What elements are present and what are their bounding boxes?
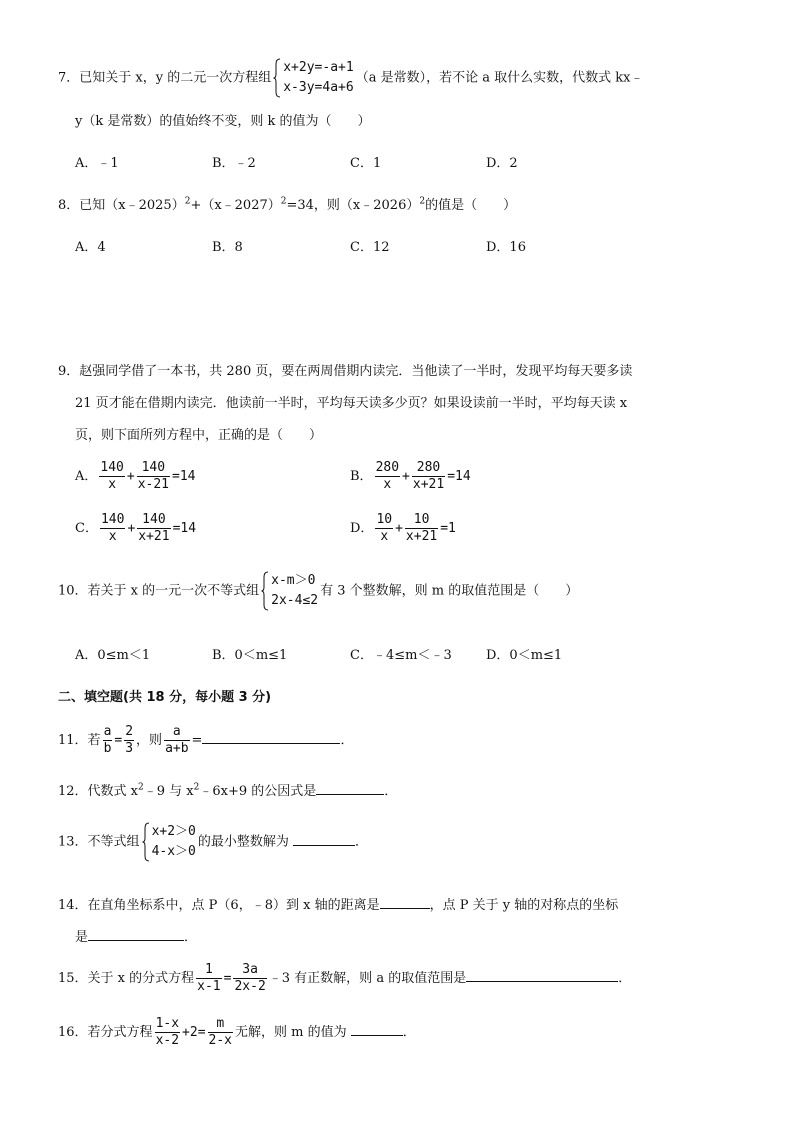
fraction (99, 460, 124, 493)
option-a[interactable]: A．4 (75, 240, 106, 255)
fraction (208, 1016, 233, 1049)
numerator: 140 (137, 460, 170, 477)
fraction (100, 512, 125, 545)
denominator: x+21 (412, 477, 445, 492)
question-text: 21 页才能在借期内读完．他读前一半时，平均每天读多少页？如果设读前一半时，平均每天读 x (75, 396, 628, 411)
question-text: y（k 是常数）的值始终不变，则 k 的值为（ ） (75, 114, 371, 129)
punctuation: ． (340, 733, 354, 748)
numerator: 1-x (155, 1016, 180, 1031)
question-text: 已知关于 x，y 的二元一次方程组 (79, 70, 272, 86)
denominator: 2-x (208, 1033, 233, 1048)
option-c[interactable]: C．﹣4≤m＜﹣3 (350, 648, 452, 663)
equation-rhs: =1 (440, 521, 456, 536)
brace-icon (273, 58, 281, 98)
equation-rhs: =14 (447, 469, 471, 484)
operator: + (126, 469, 135, 484)
question-text: 若分式方程 (87, 1025, 153, 1040)
inequality-system (261, 571, 318, 611)
question-number: 9． (58, 364, 80, 379)
denominator: b (103, 741, 112, 756)
question-text: 若 (87, 733, 101, 748)
denominator: 3 (125, 741, 134, 756)
denominator: x-1 (197, 979, 221, 994)
question-text: 在直角坐标系中，点 P（6，﹣8）到 x 轴的距离是 (87, 898, 380, 913)
question-9-line-3 (75, 424, 322, 443)
option-c[interactable]: C．12 (350, 240, 390, 255)
operator: +2= (182, 1025, 206, 1040)
operator: = (114, 733, 123, 748)
equation-rhs: =14 (172, 469, 196, 484)
denominator: x-2 (155, 1033, 180, 1048)
question-text: （a 是常数），若不论 a 取什么实数，代数式 kx﹣ (355, 70, 644, 86)
numerator: 10 (405, 512, 438, 529)
fraction (137, 460, 170, 493)
numerator: 1 (196, 962, 221, 979)
fraction (412, 460, 445, 493)
equation-rhs: =14 (172, 521, 197, 536)
question-text: 是 (75, 930, 89, 945)
question-10 (58, 571, 578, 611)
numerator: m (208, 1016, 233, 1033)
question-16 (58, 1016, 416, 1049)
fraction (375, 512, 393, 545)
option-c[interactable]: C．1 (350, 156, 382, 171)
equation-line: x-3y=4a+6 (283, 80, 354, 95)
answer-blank[interactable] (202, 731, 340, 744)
punctuation: ． (355, 834, 369, 850)
answer-blank[interactable] (351, 1023, 403, 1036)
question-text: ﹣6x+9 的公因式是 (199, 784, 317, 799)
numerator: a (164, 724, 189, 741)
operator: + (127, 521, 136, 536)
question-text: 有 3 个整数解，则 m 的取值范围是（ ） (320, 583, 579, 599)
punctuation: ． (384, 784, 398, 799)
numerator: 280 (375, 460, 400, 475)
denominator: x+21 (138, 529, 170, 544)
exponent: 2 (193, 782, 200, 793)
answer-blank[interactable] (466, 969, 618, 982)
equation-system (273, 58, 353, 98)
question-text: 若关于 x 的一元一次不等式组 (87, 583, 260, 599)
answer-blank[interactable] (293, 833, 355, 846)
option-a[interactable]: A．0≤m＜1 (75, 648, 151, 663)
question-9-line-1 (58, 360, 632, 379)
operator: + (395, 521, 403, 536)
option-b[interactable]: B．8 (212, 240, 243, 255)
question-7-line-1 (58, 58, 643, 98)
denominator: a+b (165, 741, 189, 756)
denominator: x (108, 529, 117, 544)
denominator: 2x-2 (234, 979, 266, 994)
fraction (124, 724, 134, 757)
inequality-line: 2x-4≤2 (271, 593, 319, 608)
numerator: 140 (100, 512, 125, 527)
denominator: x (380, 529, 389, 544)
fraction (196, 962, 221, 995)
brace-icon (142, 822, 150, 862)
option-d[interactable] (350, 512, 456, 545)
fraction (164, 724, 189, 757)
operator: = (223, 971, 232, 986)
question-number: 15． (58, 971, 88, 986)
question-number: 11． (58, 733, 88, 748)
question-text: ，则 (136, 733, 163, 748)
option-a[interactable]: A．﹣1 (75, 156, 119, 171)
question-text: 无解，则 m 的值为 (235, 1025, 351, 1040)
equation-line: x+2y=-a+1 (283, 60, 354, 75)
punctuation: ． (402, 1025, 416, 1040)
exponent: 2 (280, 196, 287, 207)
option-d[interactable]: D．2 (486, 156, 518, 171)
question-text: = (191, 733, 203, 748)
question-text: 代数式 x (87, 784, 139, 799)
inequality-line: x+2＞0 (151, 824, 196, 839)
section-heading: 二、填空题(共 18 分，每小题 3 分) (58, 690, 272, 705)
operator: + (402, 469, 410, 484)
question-text: 的值是（ ） (425, 198, 517, 213)
option-d[interactable]: D．16 (486, 240, 526, 255)
question-text: 已知（x﹣2025） (79, 198, 185, 213)
question-text: 不等式组 (87, 834, 140, 850)
option-b[interactable] (350, 460, 471, 493)
exponent: 2 (419, 196, 426, 207)
option-label: C． (75, 521, 98, 536)
numerator: 140 (137, 512, 170, 529)
option-label: B． (350, 469, 373, 484)
fraction (155, 1016, 180, 1049)
denominator: x (383, 477, 392, 492)
numerator: a (103, 724, 112, 739)
question-text: +（x﹣2027） (190, 198, 281, 213)
question-text: ﹣3 有正数解，则 a 的取值范围是 (268, 971, 467, 986)
punctuation: ． (618, 971, 632, 986)
question-number: 7． (58, 70, 80, 86)
question-number: 8． (58, 198, 80, 213)
denominator: x-21 (137, 477, 170, 492)
question-number: 12． (58, 784, 88, 799)
question-text: 的最小整数解为 (197, 834, 294, 850)
inequality-system (142, 822, 196, 862)
question-number: 10． (58, 583, 88, 599)
question-11 (58, 724, 353, 757)
punctuation: ． (184, 930, 198, 945)
question-text: =34，则（x﹣2026） (286, 198, 420, 213)
exponent: 2 (184, 196, 191, 207)
question-12 (58, 780, 397, 799)
question-number: 14． (58, 898, 88, 913)
question-14-line-1 (58, 894, 618, 913)
brace-icon (261, 571, 269, 611)
numerator: 140 (100, 460, 124, 475)
exponent: 2 (138, 782, 144, 793)
question-15 (58, 962, 631, 995)
question-14-line-2 (75, 926, 197, 945)
numerator: 280 (412, 460, 445, 477)
option-b[interactable]: B．0＜m≤1 (212, 648, 288, 663)
question-number: 13． (58, 834, 88, 850)
answer-blank[interactable] (88, 928, 184, 941)
fraction (103, 724, 113, 757)
inequality-line: x-m＞0 (271, 573, 316, 588)
question-8 (58, 194, 516, 213)
fraction (375, 460, 400, 493)
question-13 (58, 822, 368, 862)
option-a[interactable] (75, 460, 196, 493)
answer-blank[interactable] (316, 782, 384, 795)
question-text: ﹣9 与 x (143, 784, 194, 799)
question-9-line-2 (75, 392, 627, 411)
question-number: 16． (58, 1025, 88, 1040)
inequality-line: 4-x＞0 (151, 844, 196, 859)
option-c[interactable] (75, 512, 196, 545)
option-d[interactable]: D．0＜m≤1 (486, 648, 563, 663)
numerator: 3a (233, 962, 266, 979)
option-label: D． (350, 521, 374, 536)
fraction (233, 962, 266, 995)
denominator: x (108, 477, 117, 492)
answer-blank[interactable] (380, 896, 430, 909)
question-text: 页，则下面所列方程中，正确的是（ ） (75, 428, 323, 443)
question-7-line-2 (75, 110, 371, 129)
fraction (137, 512, 170, 545)
numerator: 10 (376, 512, 393, 527)
option-label: A． (75, 469, 98, 484)
denominator: x+21 (405, 529, 438, 544)
question-text: 关于 x 的分式方程 (87, 971, 195, 986)
numerator: 2 (125, 724, 134, 739)
option-b[interactable]: B．﹣2 (212, 156, 256, 171)
fraction (405, 512, 438, 545)
question-text: 赵强同学借了一本书，共 280 页，要在两周借期内读完．当他读了一半时，发现平均每天要多读 (79, 364, 633, 379)
question-text: ，点 P 关于 y 轴的对称点的坐标 (429, 898, 619, 913)
